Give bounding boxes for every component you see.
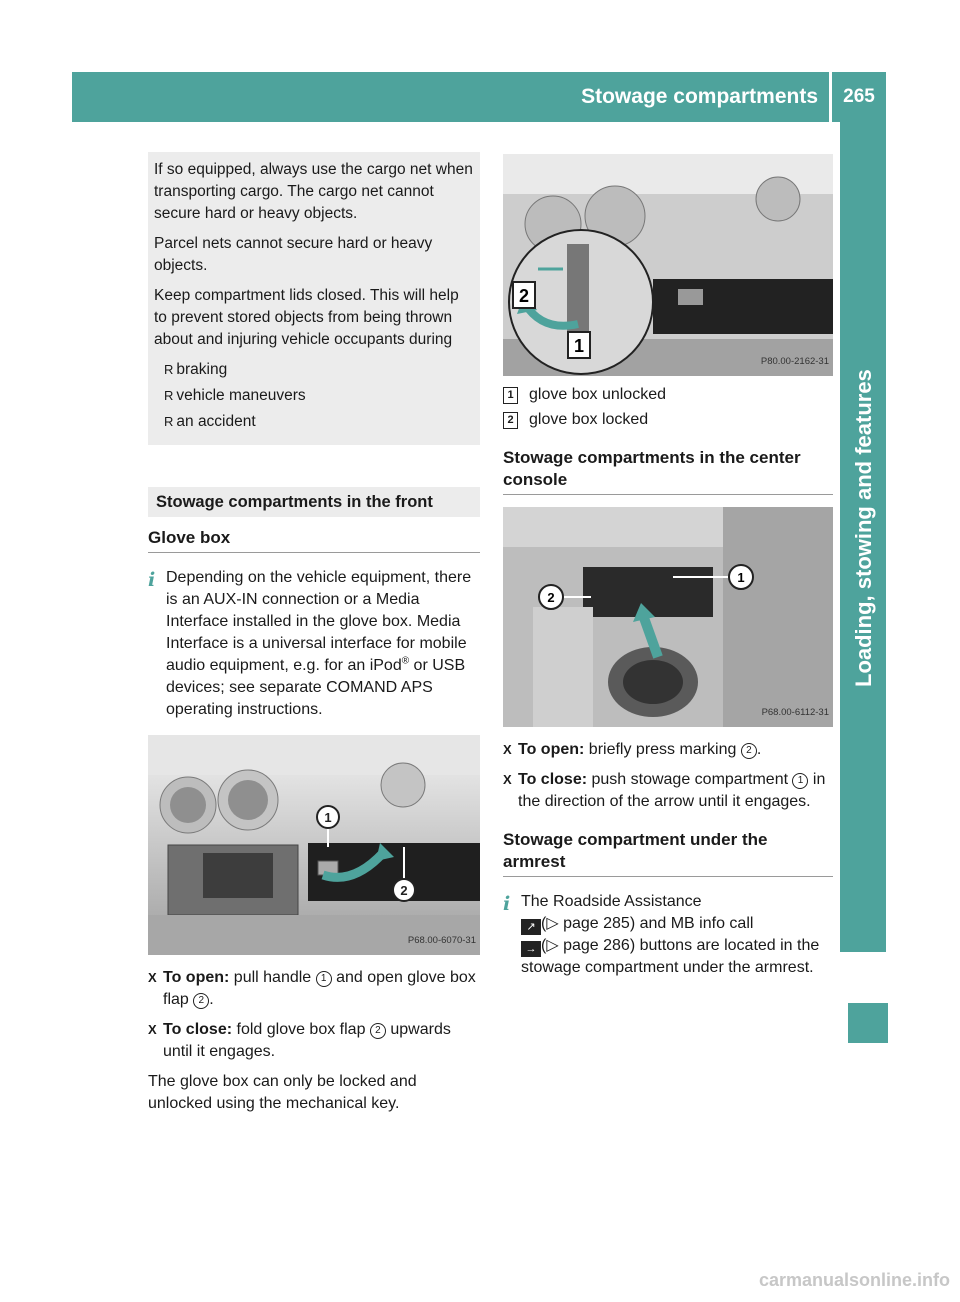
glove-box-title: Glove box	[148, 527, 480, 553]
step-open: X To open: pull handle 1 and open glove box flap 2 .	[148, 969, 476, 1008]
watermark: carmanualsonline.info	[758, 1270, 950, 1290]
center-console-title: Stowage compartments in the center console	[503, 447, 833, 495]
step-arrow-icon: X	[503, 742, 512, 757]
info-note: i Depending on the vehicle equipment, there is an AUX-IN connection or a Media Interface installed in the glove box. Media Interface is a universal interface for mobile audio equipment, e.g. for an iPod® or USB devices; see separate COMAND APS operating instructions.	[148, 569, 472, 718]
glove-box-figure	[148, 735, 480, 955]
list-item: R braking	[154, 359, 474, 381]
svg-text:1: 1	[324, 810, 332, 825]
svg-text:1: 1	[737, 570, 745, 585]
warning-list	[154, 359, 474, 433]
warning-paragraph: Keep compartment lids closed. This will help to prevent stored objects from being thrown about and injuring vehicle occupants during	[154, 287, 459, 348]
warning-box	[148, 152, 480, 445]
glove-box-lock-figure	[503, 154, 833, 376]
center-console-illustration	[503, 507, 833, 727]
center-console-figure	[503, 507, 833, 727]
dashboard-illustration	[148, 735, 480, 955]
step-close: X To close: push stowage compartment 1 in the direction of the arrow until it engages.	[503, 771, 826, 810]
side-tab-label: Loading, stowing and features	[851, 369, 876, 687]
figure-code: P68.00-6112-31	[761, 707, 829, 718]
page-number: 265	[843, 86, 875, 107]
page-title: Stowage compartments	[581, 85, 818, 108]
legend-item: 2 glove box locked	[503, 409, 833, 431]
marker-2: 2	[193, 993, 209, 1009]
step-arrow-icon: X	[148, 970, 157, 985]
left-column	[148, 152, 480, 1115]
list-item: R an accident	[154, 411, 474, 433]
step-close: X To close: fold glove box flap 2 upwards until it engages.	[148, 1021, 451, 1060]
side-marker	[848, 1003, 888, 1043]
figure-code: P80.00-2162-31	[760, 356, 829, 367]
svg-text:2: 2	[547, 590, 555, 605]
mb-info-call-icon: →	[521, 941, 541, 957]
marker-2: 2	[741, 743, 757, 759]
section-title: Stowage compartments in the front	[148, 487, 480, 517]
glove-box-lock-illustration	[503, 154, 833, 376]
roadside-assistance-icon: ↗	[521, 919, 541, 935]
figure-code: P68.00-6070-31	[407, 935, 476, 946]
marker-1: 1	[316, 971, 332, 987]
step-arrow-icon: X	[148, 1022, 157, 1037]
list-item: R vehicle maneuvers	[154, 385, 474, 407]
legend-item: 1 glove box unlocked	[503, 384, 833, 406]
svg-text:2: 2	[400, 883, 408, 898]
svg-text:2: 2	[518, 286, 530, 306]
warning-paragraph: Parcel nets cannot secure hard or heavy objects.	[154, 235, 433, 274]
svg-text:1: 1	[573, 336, 585, 356]
step-open: X To open: briefly press marking 2 .	[503, 739, 833, 761]
closing-paragraph: The glove box can only be locked and unlocked using the mechanical key.	[148, 1073, 417, 1112]
info-icon: i	[148, 569, 156, 591]
armrest-title: Stowage compartment under the armrest	[503, 829, 833, 877]
marker-2: 2	[370, 1023, 386, 1039]
info-note: i The Roadside Assistance ↗ (▷ page 285) and MB info call → (▷ page 286) buttons are located in the stowage compartment under the armrest.	[503, 893, 820, 976]
info-icon: i	[503, 893, 511, 915]
marker-1: 1	[792, 773, 808, 789]
step-arrow-icon: X	[503, 772, 512, 787]
warning-paragraph: If so equipped, always use the cargo net when transporting cargo. The cargo net cannot secure hard or heavy objects.	[154, 161, 473, 222]
right-column	[503, 154, 833, 979]
